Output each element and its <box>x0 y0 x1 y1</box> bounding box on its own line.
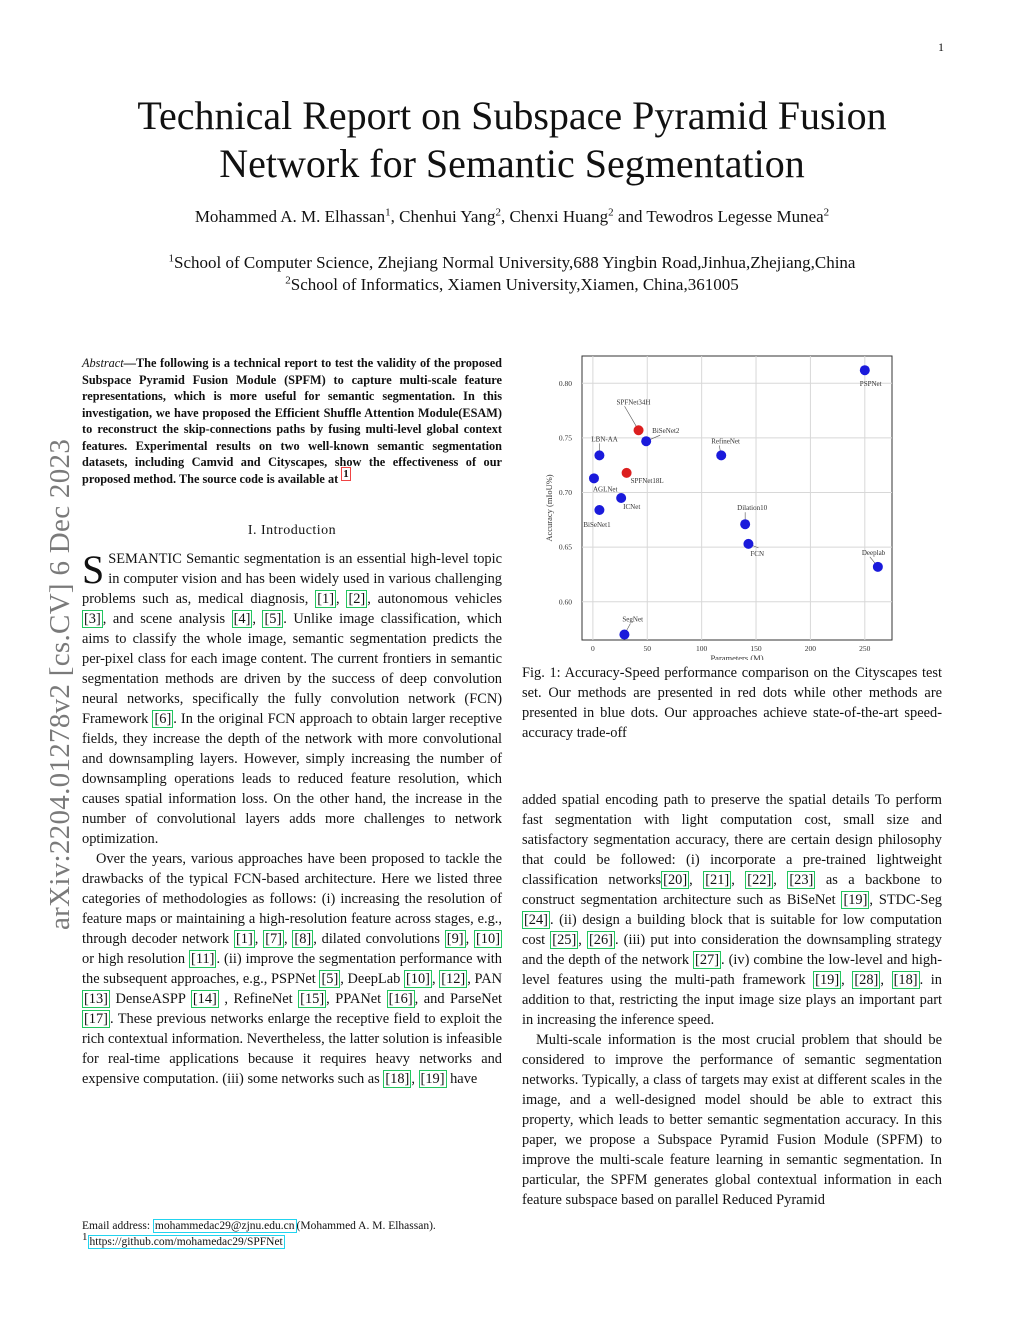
author-affil-mark: 2 <box>495 206 501 219</box>
author-name: Chenxi Huang <box>509 207 609 226</box>
x-tick-label: 100 <box>696 644 708 653</box>
citation-link[interactable]: [16] <box>388 991 413 1007</box>
citation-link[interactable]: [8] <box>294 931 312 947</box>
citation-link[interactable]: [9] <box>446 931 464 947</box>
data-point <box>594 505 604 515</box>
y-axis-label: Accuracy (mIoU%) <box>544 474 554 542</box>
affil-mark: 2 <box>285 274 291 287</box>
section-heading: I. Introduction <box>247 523 337 538</box>
data-point <box>619 630 629 640</box>
x-tick-label: 250 <box>859 644 871 653</box>
citation-link[interactable]: [1] <box>235 931 253 947</box>
title-line-2: Network for Semantic Segmentation <box>219 141 805 186</box>
citation-link[interactable]: [4] <box>233 611 251 627</box>
author-affil-mark: 2 <box>608 206 614 219</box>
abstract-text: —The following is a technical report to test the validity of the proposed Subspace Pyramid Fusion Module (SPFM) to capture multi-scale feature representations, which is more useful for semantic segmentation. In this investigation, we have proposed the Efficient Shuffle Attention Module(ESAM) to reconstruct the skip-connections paths by fusing multi-level global context features. Experimental results on two well-known semantic segmentation datasets, including Camvid and Cityscapes, show the effectiveness of our proposed method. The source code is available at <box>82 356 502 486</box>
abstract-label: Abstract <box>82 356 124 370</box>
citation-link[interactable]: [19] <box>420 1071 445 1087</box>
citation-link[interactable]: [22] <box>747 872 772 888</box>
citation-link[interactable]: [10] <box>405 971 430 987</box>
citation-link[interactable]: [1] <box>317 591 334 607</box>
author-name: Mohammed A. M. Elhassan <box>194 207 386 226</box>
citation-link[interactable]: [28] <box>854 972 879 988</box>
citation-link[interactable]: [7] <box>265 931 282 947</box>
citation-link[interactable]: [27] <box>695 952 720 968</box>
affiliation-1 <box>0 252 1024 274</box>
figure-caption: Fig. 1: Accuracy-Speed performance comparison on the Cityscapes test set. Our methods are presented in red dots while other methods are presented in blue dots. Our approaches achieve state-of-the-art speed-accuracy trade-off <box>522 665 942 741</box>
data-point <box>589 473 599 483</box>
affiliation-2 <box>0 274 1024 296</box>
abstract <box>82 355 502 487</box>
title-line-1: Technical Report on Subspace Pyramid Fusion <box>137 93 887 138</box>
data-point <box>616 493 626 503</box>
y-tick-label: 0.60 <box>558 597 572 607</box>
paragraph: added spatial encoding path to preserve the spatial details To perform fast segmentation with light computation cost, small size and satisfactory segmentation accuracy, there are certain design philosophy that could be followed: (i) incorporate a pre-trained lightweight classification networks [20] , [21] , [22] , [23] as a backbone to construct segmentation architecture such as BiSeNet [19] , STDC-Seg [24] . (ii) design a building block that is suitable for low computation cost [25] , [26] . (iii) put into consideration the downsampling strategy and the depth of the network [27] . (iv) combine the low-level and high-level features using the multi-path framework [19] , [28] , [18] . in addition to that, restricting the input image size plays an important part in increasing the inference speed. <box>522 792 943 1028</box>
citation-link[interactable]: [3] <box>84 611 101 627</box>
x-tick-label: 200 <box>804 644 817 653</box>
affil-mark: 1 <box>168 252 175 265</box>
data-point <box>594 450 604 460</box>
y-tick-label: 0.65 <box>558 542 572 552</box>
author-name: Tewodros Legesse Munea <box>646 207 824 226</box>
citation-link[interactable]: [14] <box>192 991 217 1007</box>
x-tick-label: 50 <box>643 644 652 653</box>
citation-link[interactable]: [13] <box>84 991 108 1007</box>
x-tick-label: 0 <box>591 644 595 653</box>
data-label: LBN-AA <box>591 435 618 444</box>
citation-link[interactable]: [2] <box>348 591 366 607</box>
email-link[interactable]: mohammedac29@zjnu.edu.cn <box>154 1220 295 1232</box>
data-point <box>740 519 750 529</box>
citation-link[interactable]: [18] <box>893 972 918 988</box>
paragraph: SSEMANTIC Semantic segmentation is an essential high-level topic in computer vision and has been widely used in various challenging problems such as, medical diagnosis, [1] , [2] , autonomous vehicles [3] , and scene analysis [4] , [5] . Unlike image classification, which aims to classify the whole image, semantic segmentation predicts the per-pixel class for each image content. The current frontiers in semantic segmentation methods are driven by the success of deep convolution neural networks, specifically the fully convolution network (FCN) Framework [6] . In the original FCN approach to obtain larger receptive fields, they increase the depth of the network with more convolutional and downsampling layers. However, simply increasing the number of downsampling operations leads to reduced feature resolution, which causes spatial information loss. On the other hand, the increase in the number of convolutional layers adds more challenges to network optimization. <box>82 547 503 847</box>
footnotes <box>82 1218 512 1250</box>
data-label: SegNet <box>622 615 644 624</box>
citation-link[interactable]: [23] <box>789 872 814 888</box>
figure-1 <box>540 350 940 660</box>
footnote-link[interactable]: 1 <box>343 468 349 481</box>
x-axis-label: Parameters (M) <box>710 653 764 660</box>
email-footnote: Email address: mohammedac29@zjnu.edu.cn (Mohammed A. M. Elhassan). <box>82 1220 436 1232</box>
citation-link[interactable]: [5] <box>321 971 339 987</box>
data-label: Dilation10 <box>737 504 768 513</box>
citation-link[interactable]: [17] <box>84 1011 108 1027</box>
x-tick-label: 150 <box>750 644 762 653</box>
url-footnote: $^1$ https://github.com/mohamedac29/SPFNet <box>82 1231 283 1248</box>
data-point <box>860 365 870 375</box>
paper-title <box>0 92 1024 188</box>
data-label: SPFNet34H <box>616 398 651 407</box>
drop-cap: S <box>82 547 105 592</box>
data-label: BiSeNet1 <box>583 521 611 530</box>
author-affil-mark: 1 <box>385 206 391 219</box>
data-label: SPFNet18L <box>630 476 664 485</box>
source-code-link[interactable]: https://github.com/mohamedac29/SPFNet <box>89 1236 283 1248</box>
citation-link[interactable]: [18] <box>385 1071 410 1087</box>
affil-text: School of Computer Science, Zhejiang Normal University,688 Yingbin Road,Jinhua,Zhejiang,China <box>174 253 856 272</box>
paragraph: Multi-scale information is the most crucial problem that should be considered to improve the performance of semantic segmentation networks. Typically, a class of targets may exist at different scales in the image, and a well-designed model should be able to extract this property, which leads to better semantic segmentation accuracy. In this paper, we propose a Subspace Pyramid Fusion Module (SPFM) to improve the multi-scale feature learning in semantic segmentation. In particular, the SPFM generates global contextual information in each feature subspace based on parallel Reduced Pyramid <box>522 1032 942 1208</box>
author-name: Chenhui Yang <box>399 207 496 226</box>
data-label: ICNet <box>623 503 641 511</box>
citation-link[interactable]: [10] <box>476 931 500 947</box>
affil-text: School of Informatics, Xiamen University,Xiamen, China,361005 <box>290 275 739 294</box>
author-list: Mohammed A. M. Elhassan$^1$, Chenhui Yang$^2$, Chenxi Huang$^2$ and Tewodros Legesse Munea$^2$ <box>194 206 830 226</box>
data-label: Deeplab <box>861 548 886 557</box>
citation-link[interactable]: [6] <box>154 711 172 727</box>
citation-link[interactable]: [15] <box>300 991 325 1007</box>
data-point <box>634 425 644 435</box>
citation-link[interactable]: [21] <box>705 872 730 888</box>
citation-link[interactable]: [12] <box>441 971 466 987</box>
arxiv-identifier[interactable]: arXiv:2204.01278v2 [cs.CV] 6 Dec 2023 <box>44 438 76 930</box>
citation-link[interactable]: [20] <box>663 872 688 888</box>
y-tick-label: 0.75 <box>558 433 572 443</box>
paragraph: Over the years, various approaches have been proposed to tackle the drawbacks of the typical FCN-based architecture. Here we listed three categories of methodologies as follows: (i) increasing the resolution of feature maps or maintaining a high-resolution feature across stages, e.g., through decoder network [1] , [7] , [8] , dilated convolutions [9] , [10] or high resolution [11] . (ii) improve the segmentation performance with the subsequent approaches, e.g., PSPNet [5] , DeepLab [10] , [12] , PAN [13] DenseASPP [14] , RefineNet [15] , PPANet [16] , and ParseNet [17] . These previous networks enlarge the receptive field to exploit the rich contextual information. Nevertheless, the latter solution is infeasible for real-time applications because it requires heavy networks and expensive computation. (iii) some networks such as [18] , [19] have <box>82 851 503 1087</box>
scatter-chart <box>540 350 940 660</box>
data-label: AGLNet <box>592 485 618 494</box>
data-point <box>641 436 651 446</box>
y-tick-label: 0.70 <box>558 488 572 498</box>
data-label: RefineNet <box>711 437 740 446</box>
citation-link[interactable]: [11] <box>191 951 215 967</box>
citation-link[interactable]: [24] <box>524 912 548 928</box>
citation-link[interactable]: [5] <box>264 611 282 627</box>
intro-text <box>82 549 502 1089</box>
data-point <box>873 562 883 572</box>
citation-link[interactable]: [25] <box>552 932 577 948</box>
page-number: 1 <box>938 40 944 54</box>
data-label: PSPNet <box>859 380 882 389</box>
data-point <box>716 450 726 460</box>
data-point <box>743 539 753 549</box>
arxiv-sidebar <box>0 0 76 1325</box>
data-label: BiSeNet2 <box>652 427 680 436</box>
author-affil-mark: 2 <box>823 206 830 219</box>
citation-link[interactable]: [26] <box>588 932 613 948</box>
affiliations <box>0 252 1024 296</box>
citation-link[interactable]: [19] <box>815 972 840 988</box>
data-label: FCN <box>750 549 765 558</box>
y-tick-label: 0.80 <box>558 378 572 388</box>
left-column <box>82 355 502 1089</box>
citation-link[interactable]: [19] <box>843 892 868 908</box>
right-column <box>522 790 942 1210</box>
